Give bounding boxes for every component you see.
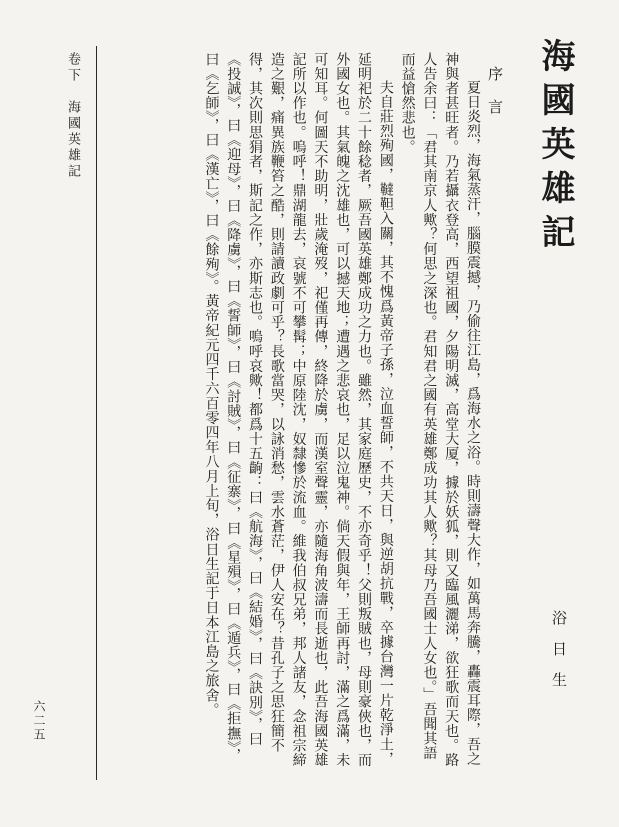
page-number: 六二五: [32, 700, 46, 742]
author-name: 浴日生: [550, 610, 568, 703]
running-head: 卷下 海國英雄記: [65, 52, 80, 180]
paragraph-2: 夫自莊烈殉國，韃靼入關，其不愧爲黃帝子孫，泣血誓師，不共天日，與逆胡抗戰，卒據台灣一片乾淨土，延明祀於二十餘稔者，厥吾國英雄鄭成功之力也。雖然，其家庭歷史，不亦奇乎！父則叛賊也，母則豪俠也，而外國女也。其氣魄之沈雄也，可以撼天地；遭遇之悲哀也，足以泣鬼神。倘天假與年，王師再討，滿之爲滿，未可知耳。何圖天不助明，壯歲淹歿，祀僅再傳，終降於虜，而漢室聲靈，亦隨海角波濤而長逝也，此吾海國英雄記所以作也。嗚呼！鼎湖龍去，哀號不可攀髯；中原陸沈，奴隸慘於流血。維我伯叔兄弟，邦人諸友，念祖宗締造之艱，痛異族鞭笞之酷，則請讀政劇可乎？長歌當哭，以詠消愁，雲水蒼茫，伊人安在？昔孔子之思狂簡不得，其次則思狷者，斯記之作，亦斯志也。嗚呼哀歟！都爲十五齣：曰《航海》，曰《結婚》，曰《訣別》，曰《投誠》，曰《迎母》，曰《降虜》，曰《誓師》，曰《討賊》，曰《征寨》，曰《星殞》，曰《遁兵》，曰《拒撫》，曰《乞師》，曰《漢亡》，曰《餘殉》。黃帝紀元四千六百零四年八月上旬，浴日生記于日本江島之旅舍。: [203, 52, 394, 768]
paragraph-1: 夏日炎烈，海氣蒸汗，腦膜震撼，乃偷往江島，爲海水之浴。時則濤聲大作，如萬馬奔騰，轟震耳際，吾之神與者甚旺者。乃若攝衣登高，西望祖國，夕陽明滅，高堂大厦，據於妖狐，則又臨風灑涕，欲狂歌而天也。路人告余曰：「君其南京人歟？何思之深也。君知君之國有英雄鄭成功其人歟？其母乃吾國士人女也。」吾聞其語而益愴然悲也。: [399, 52, 481, 768]
preface-body: [103, 52, 483, 774]
section-heading: 序言: [486, 66, 504, 132]
page-title: 海國英雄記: [535, 38, 575, 258]
margin-rule: [96, 46, 97, 780]
